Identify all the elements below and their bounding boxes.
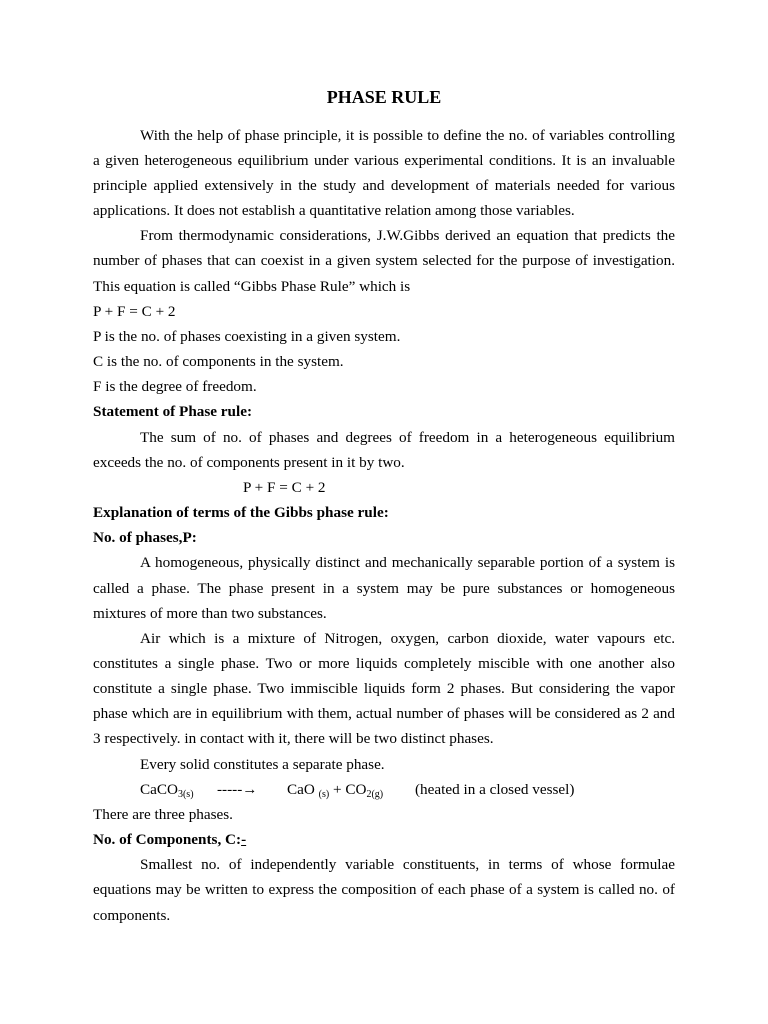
phases-example-line: 3 respectively. in contact with it, there will be two distinct phases. xyxy=(93,730,494,748)
phases-example-line: Air which is a mixture of Nitrogen, oxygen, carbon dioxide, water vapours etc. xyxy=(140,629,675,647)
components-line: Smallest no. of independently variable constituents, in terms of whose formulae xyxy=(140,856,675,874)
components-line: components. xyxy=(93,906,171,924)
components-heading-dash: - xyxy=(241,831,247,849)
phases-heading: No. of phases,P: xyxy=(93,529,197,547)
intro-line: applications. It does not establish a quantitative relation among those variables. xyxy=(93,202,575,220)
reaction-equation xyxy=(93,777,675,802)
explanation-heading: Explanation of terms of the Gibbs phase rule: xyxy=(93,504,389,522)
reaction-products xyxy=(287,777,383,802)
phases-definition-line: mixtures of more than two substances. xyxy=(93,604,327,622)
components-line: equations may be written to express the composition of each phase of a system is called no. of xyxy=(93,881,675,899)
solid-phase-line: Every solid constitutes a separate phase. xyxy=(140,755,385,773)
reaction-arrow: -----→ xyxy=(217,780,258,798)
page-title: PHASE RULE xyxy=(326,87,442,107)
intro-line: With the help of phase principle, it is possible to define the no. of variables controlling xyxy=(140,126,675,144)
gibbs-line: From thermodynamic considerations, J.W.Gibbs derived an equation that predicts the xyxy=(140,227,675,245)
statement-line: exceeds the no. of components present in it by two. xyxy=(93,453,405,471)
reaction-condition: (heated in a closed vessel) xyxy=(415,780,575,798)
gibbs-line: This equation is called “Gibbs Phase Rule” which is xyxy=(93,277,411,295)
reactant-formula: CaCO xyxy=(140,780,178,798)
definition-line: P is the no. of phases coexisting in a given system. xyxy=(93,327,401,345)
product-2-formula: + CO xyxy=(333,780,367,798)
phases-definition-line: called a phase. The phase present in a system may be pure substances or homogeneous xyxy=(93,579,675,597)
reaction-reactant xyxy=(140,777,194,802)
product-1-formula: CaO xyxy=(287,780,315,798)
intro-line: a given heterogeneous equilibrium under various experimental conditions. It is an invaluable xyxy=(93,151,675,169)
product-2-subscript: 2(g) xyxy=(366,788,384,800)
reactant-subscript: 3(s) xyxy=(177,788,194,800)
phases-example-line: phase which are in equilibrium with them, actual number of phases will be considered as 2 and xyxy=(93,705,675,723)
statement-line: The sum of no. of phases and degrees of freedom in a heterogeneous equilibrium xyxy=(140,428,675,446)
document-body xyxy=(93,123,675,928)
phases-example-line: constitute a single phase. Two immiscible liquids form 2 phases. But considering the vapor xyxy=(93,680,675,698)
phases-conclusion: There are three phases. xyxy=(93,805,233,823)
components-heading xyxy=(93,827,675,852)
intro-line: principle applied extensively in the study and development of materials needed for various xyxy=(93,177,675,194)
phase-rule-equation: P + F = C + 2 xyxy=(93,302,176,320)
components-heading-text: No. of Components, C: xyxy=(93,831,242,849)
product-1-subscript: (s) xyxy=(318,788,330,800)
definition-line: F is the degree of freedom. xyxy=(93,378,257,396)
statement-equation: P + F = C + 2 xyxy=(243,478,326,496)
gibbs-line: number of phases that can coexist in a given system selected for the purpose of investigation. xyxy=(93,252,675,270)
phases-definition-line: A homogeneous, physically distinct and mechanically separable portion of a system is xyxy=(140,554,675,572)
statement-heading: Statement of Phase rule: xyxy=(93,403,253,421)
phases-example-line: constitutes a single phase. Two or more liquids completely miscible with one another also xyxy=(93,654,675,672)
definition-line: C is the no. of components in the system. xyxy=(93,353,344,371)
